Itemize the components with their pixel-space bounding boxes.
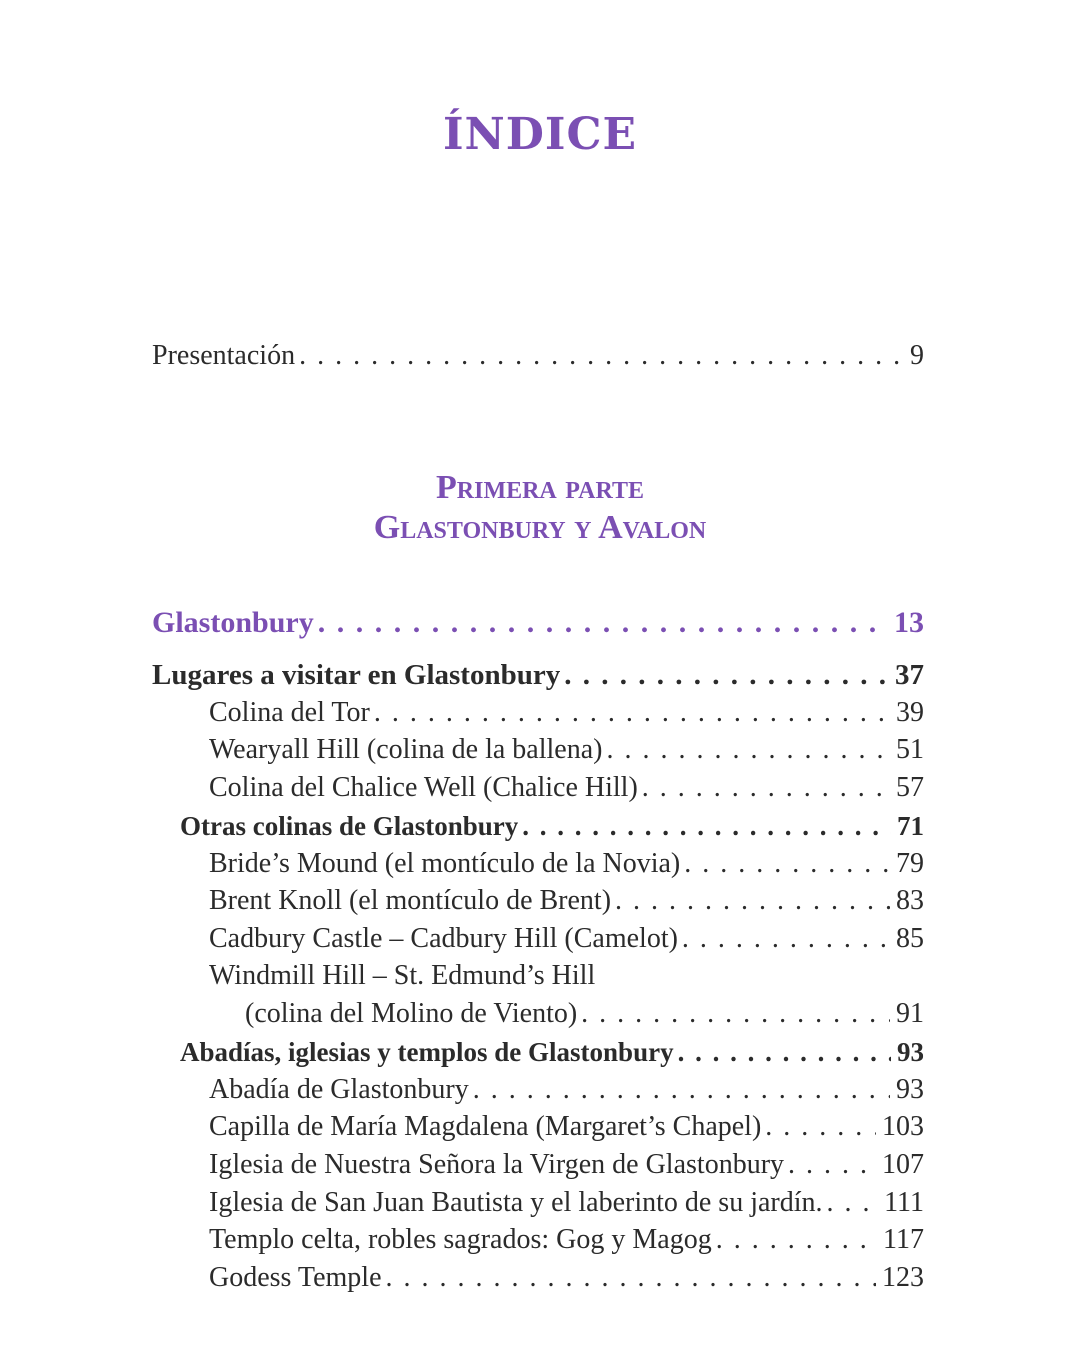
toc-entry-page: 71 xyxy=(897,811,924,841)
toc-entry[interactable] xyxy=(209,882,924,920)
toc-entry-page: 91 xyxy=(896,998,924,1029)
toc-entry-label: Colina del Tor xyxy=(209,697,370,728)
toc-entry-page: 93 xyxy=(897,1037,924,1067)
toc-entry-label: Abadía de Glastonbury xyxy=(209,1074,469,1105)
toc-entry-label: Iglesia de San Juan Bautista y el laberinto de su jardín. xyxy=(209,1187,823,1218)
toc-section-glastonbury[interactable] xyxy=(152,604,924,642)
toc-entry-label: Bride’s Mound (el montículo de la Novia) xyxy=(209,848,681,879)
toc-entry[interactable] xyxy=(245,995,924,1033)
toc-entry[interactable] xyxy=(209,1259,924,1297)
toc-entry[interactable] xyxy=(180,1033,924,1071)
toc-entry-label: Otras colinas de Glastonbury xyxy=(180,811,519,841)
dot-leader xyxy=(386,1259,877,1297)
toc-entry-page: 83 xyxy=(896,885,924,916)
toc-entry-label: Cadbury Castle – Cadbury Hill (Camelot) xyxy=(209,923,678,954)
toc-entry[interactable] xyxy=(152,656,924,694)
toc-entry-label: Iglesia de Nuestra Señora la Virgen de Glastonbury xyxy=(209,1149,785,1180)
dot-leader xyxy=(299,337,904,375)
toc-entry-label: Presentación xyxy=(152,340,296,371)
toc-entry-label-first-line[interactable]: Windmill Hill – St. Edmund’s Hill xyxy=(209,960,596,991)
toc-entry[interactable] xyxy=(180,807,924,845)
dot-leader xyxy=(564,656,889,694)
toc-entry-page: 51 xyxy=(896,734,924,765)
toc-entry[interactable] xyxy=(209,1071,924,1109)
toc-entry-page: 9 xyxy=(910,340,924,371)
toc-entry-label: Brent Knoll (el montículo de Brent) xyxy=(209,885,612,916)
toc-entry-page: 103 xyxy=(882,1111,924,1142)
toc-entry[interactable] xyxy=(209,694,924,732)
toc-entry-label: Templo celta, robles sagrados: Gog y Magog xyxy=(209,1224,712,1255)
toc-entry-page: 37 xyxy=(895,659,924,691)
toc-entry-page: 39 xyxy=(896,697,924,728)
toc-entry[interactable] xyxy=(209,1108,924,1146)
dot-leader xyxy=(522,807,891,845)
toc-entry[interactable] xyxy=(209,1184,924,1222)
dot-leader xyxy=(788,1146,876,1184)
dot-leader xyxy=(581,995,890,1033)
toc-entry[interactable] xyxy=(209,1221,924,1259)
toc-entry-page: 13 xyxy=(894,606,924,639)
dot-leader xyxy=(615,882,890,920)
dot-leader xyxy=(642,769,890,807)
dot-leader xyxy=(684,845,890,883)
dot-leader xyxy=(716,1221,877,1259)
toc-entry-label: Godess Temple xyxy=(209,1262,382,1293)
toc-entry-label: Glastonbury xyxy=(152,606,314,639)
toc-entry-label: Capilla de María Magdalena (Margaret’s Chapel) xyxy=(209,1111,762,1142)
toc-entry[interactable] xyxy=(209,1146,924,1184)
part-heading-line1: Primera parte xyxy=(436,469,644,506)
page-title: ÍNDICE xyxy=(442,109,638,160)
dot-leader xyxy=(606,731,890,769)
toc-entry[interactable] xyxy=(209,920,924,958)
toc-entry-page: 79 xyxy=(896,848,924,879)
toc-entry-page: 123 xyxy=(882,1262,924,1293)
dot-leader xyxy=(827,1184,879,1222)
dot-leader xyxy=(678,1033,891,1071)
dot-leader xyxy=(374,694,890,732)
toc-entry[interactable] xyxy=(209,769,924,807)
toc-entry-page: 117 xyxy=(883,1224,924,1255)
toc-entry-label: Wearyall Hill (colina de la ballena) xyxy=(209,734,603,765)
toc-entry-label: (colina del Molino de Viento) xyxy=(245,998,578,1029)
toc-entry-page: 111 xyxy=(884,1187,924,1218)
dot-leader xyxy=(473,1071,890,1109)
part-heading-line2: Glastonbury y Avalon xyxy=(373,509,707,546)
toc-entry-label: Abadías, iglesias y templos de Glastonbury xyxy=(180,1037,674,1067)
dot-leader xyxy=(682,920,890,958)
toc-entry-page: 107 xyxy=(882,1149,924,1180)
toc-entry-page: 93 xyxy=(896,1074,924,1105)
toc-entry-label: Lugares a visitar en Glastonbury xyxy=(152,659,561,691)
toc-entry[interactable] xyxy=(209,845,924,883)
toc-entry-presentacion[interactable] xyxy=(152,337,924,375)
toc-entry-label: Colina del Chalice Well (Chalice Hill) xyxy=(209,772,638,803)
dot-leader xyxy=(765,1108,876,1146)
toc-entry-page: 57 xyxy=(896,772,924,803)
toc-entry[interactable] xyxy=(209,731,924,769)
dot-leader xyxy=(318,604,888,642)
toc-entry-page: 85 xyxy=(896,923,924,954)
